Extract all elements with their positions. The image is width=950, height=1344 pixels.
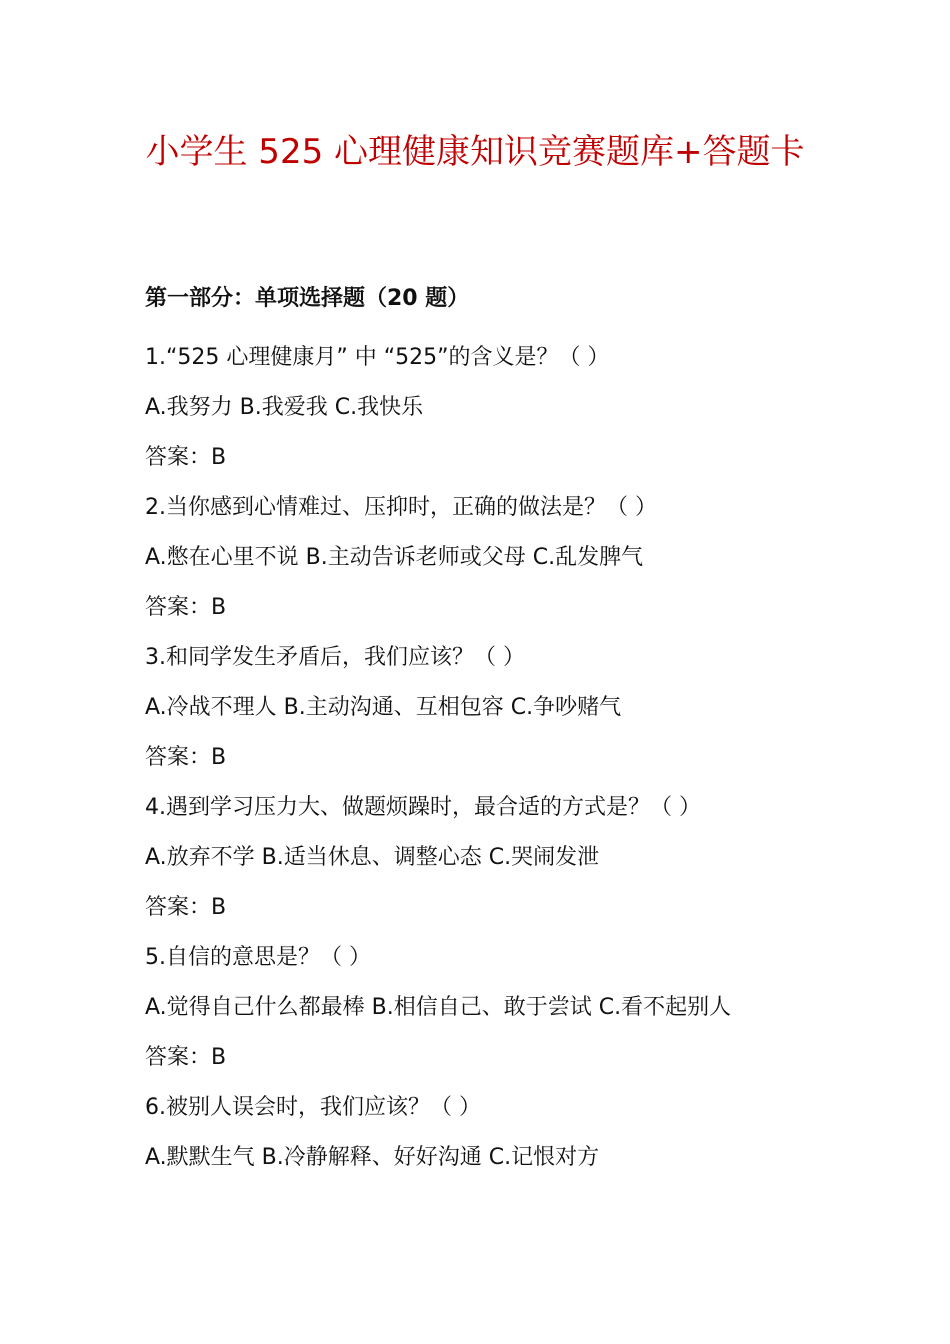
question-3-text: 3.和同学发生矛盾后，我们应该？（ ） xyxy=(145,645,525,670)
question-3-options: A.冷战不理人 B.主动沟通、互相包容 C.争吵赌气 xyxy=(145,695,622,720)
question-5-text: 5.自信的意思是？（ ） xyxy=(145,945,371,970)
section-heading: 第一部分：单项选择题（20 题） xyxy=(145,286,470,311)
question-2-answer: 答案：B xyxy=(145,595,227,620)
question-4-answer: 答案：B xyxy=(145,895,227,920)
question-1-text: 1.“525 心理健康月” 中 “525”的含义是？（ ） xyxy=(145,345,610,370)
question-1-answer: 答案：B xyxy=(145,445,227,470)
question-6-options: A.默默生气 B.冷静解释、好好沟通 C.记恨对方 xyxy=(145,1145,600,1170)
document-title: 小学生 525 心理健康知识竞赛题库+答题卡 xyxy=(145,132,805,172)
question-5-options: A.觉得自己什么都最棒 B.相信自己、敢于尝试 C.看不起别人 xyxy=(145,995,732,1020)
question-2-options: A.憋在心里不说 B.主动告诉老师或父母 C.乱发脾气 xyxy=(145,545,644,570)
question-list xyxy=(145,333,815,1183)
question-4-options: A.放弃不学 B.适当休息、调整心态 C.哭闹发泄 xyxy=(145,845,600,870)
question-2-text: 2.当你感到心情难过、压抑时，正确的做法是？（ ） xyxy=(145,495,657,520)
question-5-answer: 答案：B xyxy=(145,1045,227,1070)
question-1-options: A.我努力 B.我爱我 C.我快乐 xyxy=(145,395,424,420)
question-4-text: 4.遇到学习压力大、做题烦躁时，最合适的方式是？（ ） xyxy=(145,795,701,820)
question-3-answer: 答案：B xyxy=(145,745,227,770)
question-6-text: 6.被别人误会时，我们应该？（ ） xyxy=(145,1095,481,1120)
